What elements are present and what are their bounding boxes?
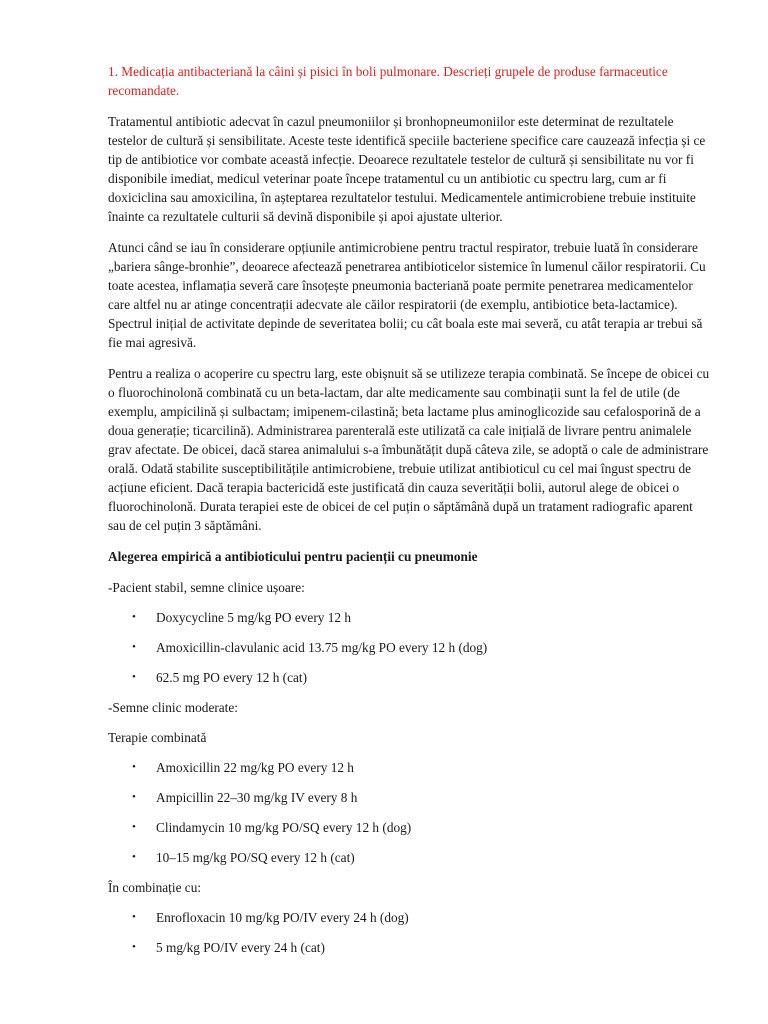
moderate-list [108,758,712,867]
paragraph-treatment: Tratamentul antibiotic adecvat în cazul pneumoniilor și bronhopneumoniilor este determinat de rezultatele testelor de cultură și sensibilitate. Aceste teste identifică speciile bacteriene specifice care cauzează infecția și ce tip de antibiotice vor combate această infecție. Deoarece rezultatele testelor de cultură și sensibilitate nu vor fi disponibile imediat, medicul veterinar poate începe tratamentul cu un antibiotic cu spectru larg, cum ar fi doxiciclina sau amoxicilina, în așteptarea rezultatelor testului. Medicamentele antimicrobiene trebuie instituite înainte ca rezultatele culturii să devină disponibile și apoi ajustate ulterior. [108,114,706,224]
bullet-icon: • [132,791,136,803]
bullet-icon: • [132,911,136,923]
combo-list [108,908,712,957]
moderate-signs-label: -Semne clinic moderate: [108,700,238,715]
bullet-icon: • [132,641,136,653]
list-item: • Clindamycin 10 mg/kg PO/SQ every 12 h (dog) [132,820,412,835]
section-heading: Alegerea empirică a antibioticului pentru pacienții cu pneumonie [108,549,478,564]
document-page [108,62,712,968]
bullet-icon: • [132,611,136,623]
list-item: • 10–15 mg/kg PO/SQ every 12 h (cat) [132,850,355,865]
bullet-icon: • [132,851,136,863]
list-item: • 5 mg/kg PO/IV every 24 h (cat) [132,940,325,955]
paragraph-barrier: Atunci când se iau în considerare opțiunile antimicrobiene pentru tractul respirator, trebuie luată în considerare „bariera sânge-bronhie”, deoarece afectează penetrarea antibioticelor sistemice în lumenul căilor respiratorii. Cu toate acestea, inflamația severă care însoțește pneumonia bacteriană poate permite penetrarea medicamentelor care altfel nu ar atinge concentrații adecvate ale căilor respiratorii (de exemplu, antibiotice beta-lactamice). Spectrul inițial de activitate depinde de severitatea bolii; cu cât boala este mai severă, cu atât terapia ar trebui să fie mai agresivă. [108,240,706,350]
combination-with-label: În combinație cu: [108,880,202,895]
list-item: • Doxycycline 5 mg/kg PO every 12 h [132,610,351,625]
stable-patient-label: -Pacient stabil, semne clinice ușoare: [108,580,305,595]
bullet-icon: • [132,821,136,833]
combination-therapy-label: Terapie combinată [108,730,207,745]
question-title: 1. Medicația antibacteriană la câini și pisici în boli pulmonare. Descrieți grupele de produse farmaceutice recomandate. [108,64,668,98]
stable-list [108,608,712,687]
list-item: • Enrofloxacin 10 mg/kg PO/IV every 24 h (dog) [132,910,409,925]
list-item: • Ampicillin 22–30 mg/kg IV every 8 h [132,790,358,805]
list-item: • Amoxicillin-clavulanic acid 13.75 mg/kg PO every 12 h (dog) [132,640,488,655]
list-item: • Amoxicillin 22 mg/kg PO every 12 h [132,760,354,775]
list-item: • 62.5 mg PO every 12 h (cat) [132,670,308,685]
paragraph-combination: Pentru a realiza o acoperire cu spectru larg, este obișnuit să se utilizeze terapia combinată. Se începe de obicei cu o fluorochinolonă combinată cu un beta-lactam, dar alte medicamente sau combinații sunt la fel de utile (de exemplu, ampicilină și sulbactam; imipenem-cilastină; beta lactame plus aminoglicozide sau cefalosporină de a doua generație; ticarcilină). Administrarea parenterală este utilizată ca cale inițială de livrare pentru animalele grav afectate. De obicei, dacă starea animalului s-a îmbunătățit după câteva zile, se adoptă o cale de administrare orală. Odată stabilite susceptibilitățile antimicrobiene, trebuie utilizat antibioticul cu cel mai îngust spectru de acțiune eficient. Dacă terapia bactericidă este justificată din cauza severității bolii, autorul alege de obicei o fluorochinolonă. Durata terapiei este de obicei de cel puțin o săptămână după un tratament radiografic aparent sau de cel puțin 3 săptămâni. [108,366,710,533]
bullet-icon: • [132,671,136,683]
bullet-icon: • [132,761,136,773]
bullet-icon: • [132,941,136,953]
